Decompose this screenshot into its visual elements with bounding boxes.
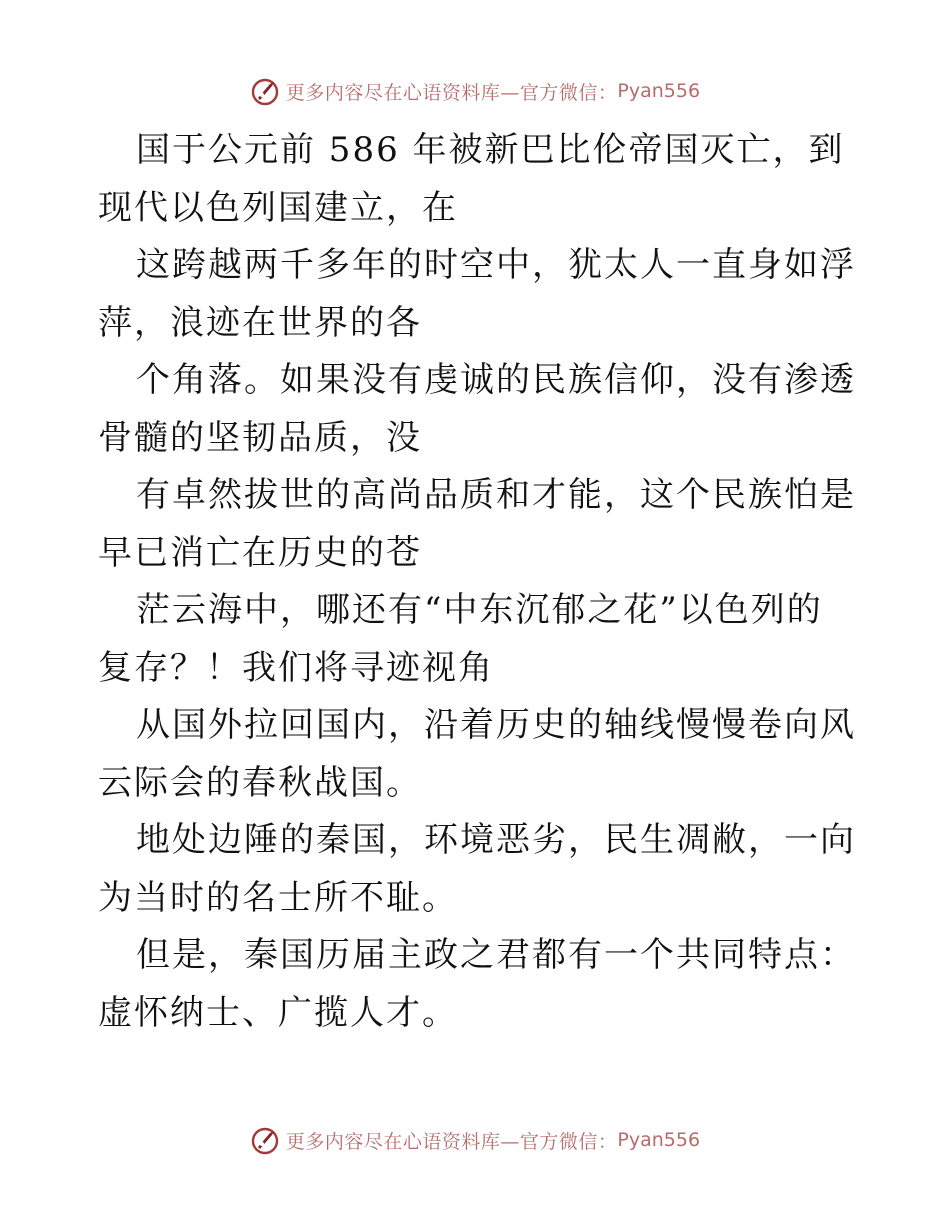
quill-pen-seal-icon xyxy=(250,1125,280,1155)
paragraph: 从国外拉回国内，沿着历史的轴线慢慢卷向风云际会的春秋战国。 xyxy=(98,705,856,803)
paragraph: 国于公元前 586 年被新巴比伦帝国灭亡，到现代以色列国建立，在 xyxy=(98,130,845,228)
paragraph: 有卓然拔世的高尚品质和才能，这个民族怕是早已消亡在历史的苍 xyxy=(98,475,856,573)
paragraph: 地处边陲的秦国，环境恶劣，民生凋敝，一向为当时的名士所不耻。 xyxy=(98,820,856,918)
watermark-wechat-id: Pyan556 xyxy=(617,1129,701,1151)
paragraph: 这跨越两千多年的时空中，犹太人一直身如浮萍，浪迹在世界的各 xyxy=(98,245,856,343)
document-body xyxy=(98,122,858,1042)
paragraph: 个角落。如果没有虔诚的民族信仰，没有渗透骨髓的坚韧品质，没 xyxy=(98,360,856,458)
watermark-wechat-id: Pyan556 xyxy=(617,80,701,102)
watermark-text: 更多内容尽在心语资料库—官方微信： xyxy=(285,1130,618,1153)
header-watermark xyxy=(0,71,950,111)
watermark-text: 更多内容尽在心语资料库—官方微信： xyxy=(285,81,618,104)
quill-pen-seal-icon xyxy=(250,76,280,106)
footer-watermark xyxy=(0,1120,950,1160)
paragraph: 但是，秦国历届主政之君都有一个共同特点：虚怀纳士、广揽人才。 xyxy=(98,935,856,1033)
paragraph: 茫云海中，哪还有“中东沉郁之花”以色列的复存？！我们将寻迹视角 xyxy=(98,590,823,688)
